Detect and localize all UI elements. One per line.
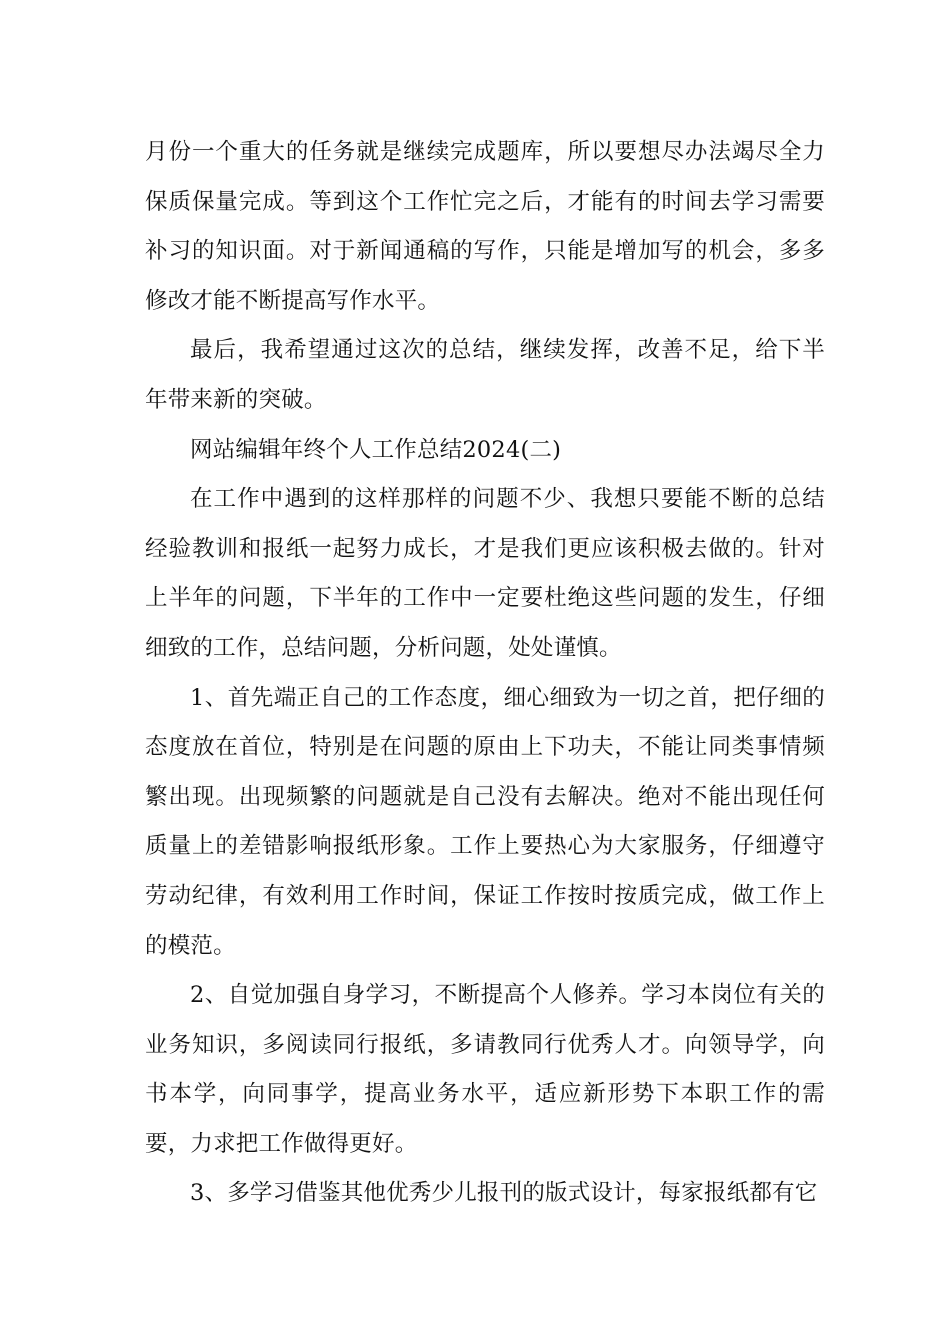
section-heading: 网站编辑年终个人工作总结2024(二): [190, 436, 562, 463]
paragraph-intro: 在工作中遇到的这样那样的问题不少、我想只要能不断的总结经验教训和报纸一起努力成长，才是我们更应该积极去做的。针对上半年的问题，下半年的工作中一定要杜绝这些问题的发生，仔细细致的工作，总结问题，分析问题，处处谨慎。: [145, 486, 825, 661]
paragraph-continued: 月份一个重大的任务就是继续完成题库，所以要想尽办法竭尽全力保质保量完成。等到这个工作忙完之后，才能有的时间去学习需要补习的知识面。对于新闻通稿的写作，只能是增加写的机会，多多修改才能不断提高写作水平。: [145, 139, 825, 314]
document-body: [145, 128, 825, 1219]
list-item-1: 1、首先端正自己的工作态度，细心细致为一切之首，把仔细的态度放在首位，特别是在问题的原由上下功夫，不能让同类事情频繁出现。出现频繁的问题就是自己没有去解决。绝对不能出现任何质量上的差错影响报纸形象。工作上要热心为大家服务，仔细遵守劳动纪律，有效利用工作时间，保证工作按时按质完成，做工作上的模范。: [145, 684, 825, 959]
list-item-3: 3、多学习借鉴其他优秀少儿报刊的版式设计，每家报纸都有它: [190, 1180, 818, 1207]
list-item-2: 2、自觉加强自身学习，不断提高个人修养。学习本岗位有关的业务知识，多阅读同行报纸，多请教同行优秀人才。向领导学，向书本学，向同事学，提高业务水平，适应新形势下本职工作的需要，力求把工作做得更好。: [145, 982, 825, 1157]
paragraph-conclusion: 最后，我希望通过这次的总结，继续发挥，改善不足，给下半年带来新的突破。: [145, 337, 825, 413]
